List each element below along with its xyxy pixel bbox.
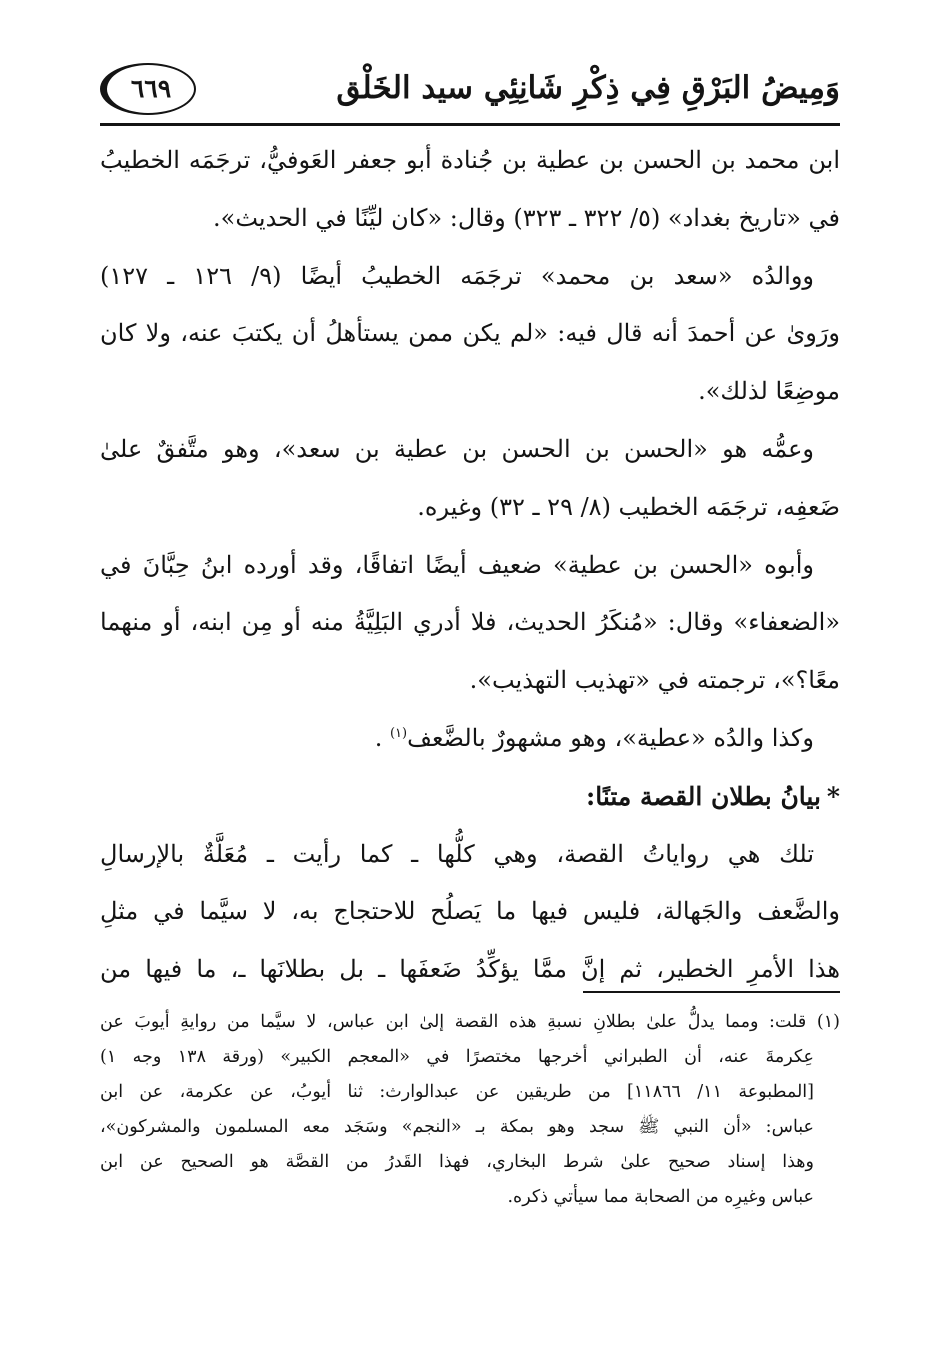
footnote-line: وهذا إسناد صحيح علىٰ شرط البخاري، فهذا القَدرُ من القصَّة هو الصحيح عن ابن bbox=[100, 1152, 814, 1172]
text-line: ابن محمد بن الحسن بن عطية بن جُنادة أبو جعفر العَوفيُّ، ترجَمَه الخطيبُ bbox=[100, 146, 840, 174]
main-text bbox=[100, 132, 840, 999]
text-line: ووالدُه «سعد بن محمد» ترجَمَه الخطيبُ أيضًا (٩/ ١٢٦ ـ ١٢٧) bbox=[100, 261, 815, 290]
page-number: ٦٦٩ bbox=[130, 74, 172, 103]
section-heading bbox=[100, 768, 840, 826]
text-span: وكذا والدُه «عطية»، وهو مشهورٌ بالضَّعف bbox=[407, 723, 814, 752]
footnote-separator bbox=[583, 991, 840, 993]
asterisk-icon: * bbox=[826, 781, 840, 811]
text-line: في «تاريخ بغداد» (٥/ ٣٢٢ ـ ٣٢٣) وقال: «كان ليِّنًا في الحديث». bbox=[213, 203, 840, 232]
text-line: ضَعفِه، ترجَمَه الخطيب (٨/ ٢٩ ـ ٣٢) وغيره. bbox=[417, 492, 840, 521]
text-span: . bbox=[374, 723, 390, 752]
text-line: وأبوه «الحسن بن عطية» ضعيف أيضًا اتفاقًا، وقد أورده ابنُ حِبَّانَ في bbox=[100, 550, 814, 579]
text-line: والضَّعف والجَهالة، فليس فيها ما يَصلُح للاحتجاج به، لا سيَّما في مثلِ bbox=[100, 897, 840, 926]
footnote-line: عباس وغيرِه من الصحابة مما سيأتي ذكره. bbox=[507, 1187, 814, 1207]
section-heading-text: بيانُ بطلان القصة متنًا: bbox=[585, 781, 821, 811]
text-line: معًا؟»، ترجمته في «تهذيب التهذيب». bbox=[469, 666, 840, 695]
footnote-reference[interactable]: (١) bbox=[389, 725, 408, 741]
footnote-line: عِكرمةَ عنه، أن الطبراني أخرجها مختصرًا في «المعجم الكبير» (ورقة ١٣٨ وجه ١) bbox=[100, 1047, 815, 1067]
text-line: ورَوىٰ عن أحمدَ أنه قال فيه: «لم يكن ممن يستأهلُ أن يكتبَ عنه، ولا كان bbox=[100, 319, 840, 348]
footnote-line: (١) قلت: ومما يدلُّ علىٰ بطلانِ نسبةِ هذه القصة إلىٰ ابن عباس، لا سيَّما من روايةِ أيوبَ عن bbox=[100, 1012, 840, 1032]
header-rule bbox=[100, 123, 840, 126]
page-number-oval bbox=[100, 63, 196, 115]
footnote-line: عباس: «أن النبي ﷺ سجد وهو بمكة بـ «النجم» وسَجَد معه المسلمون والمشركون»، bbox=[100, 1117, 814, 1137]
text-line: هذا الأمرِ الخطير، ثم إنَّ ممَّا يؤكِّدُ ضَعفَها ـ بل بطلانَها ـ، ما فيها من bbox=[100, 955, 840, 984]
running-title: وَمِيضُ البَرْقِ فِي ذِكْرِ شَانِئِي سيد الخَلْق bbox=[336, 70, 840, 106]
text-line-with-footnote bbox=[100, 710, 840, 768]
footnote-line: [المطبوعة ١١/ ١١٨٦٦] من طريقين عن عبدالوارث: ثنا أيوبُ، عن عكرمة، عن ابن bbox=[100, 1082, 814, 1102]
text-line: موضِعًا لذلك». bbox=[698, 377, 840, 406]
text-line: «الضعفاء» وقال: «مُنكَرُ الحديث، فلا أدري البَلِيَّةُ منه أو مِن ابنه، أو منهما bbox=[100, 608, 840, 637]
text-line: وعمُّه هو «الحسن بن الحسن بن عطية بن سعد»، وهو متَّفقٌ علىٰ bbox=[100, 434, 814, 463]
text-line: تلك هي رواياتُ القصة، وهي كلُّها ـ كما رأيت ـ مُعَلَّةٌ بالإرسالِ bbox=[100, 839, 814, 868]
footnotes bbox=[100, 1005, 840, 1215]
page-header bbox=[100, 58, 840, 124]
